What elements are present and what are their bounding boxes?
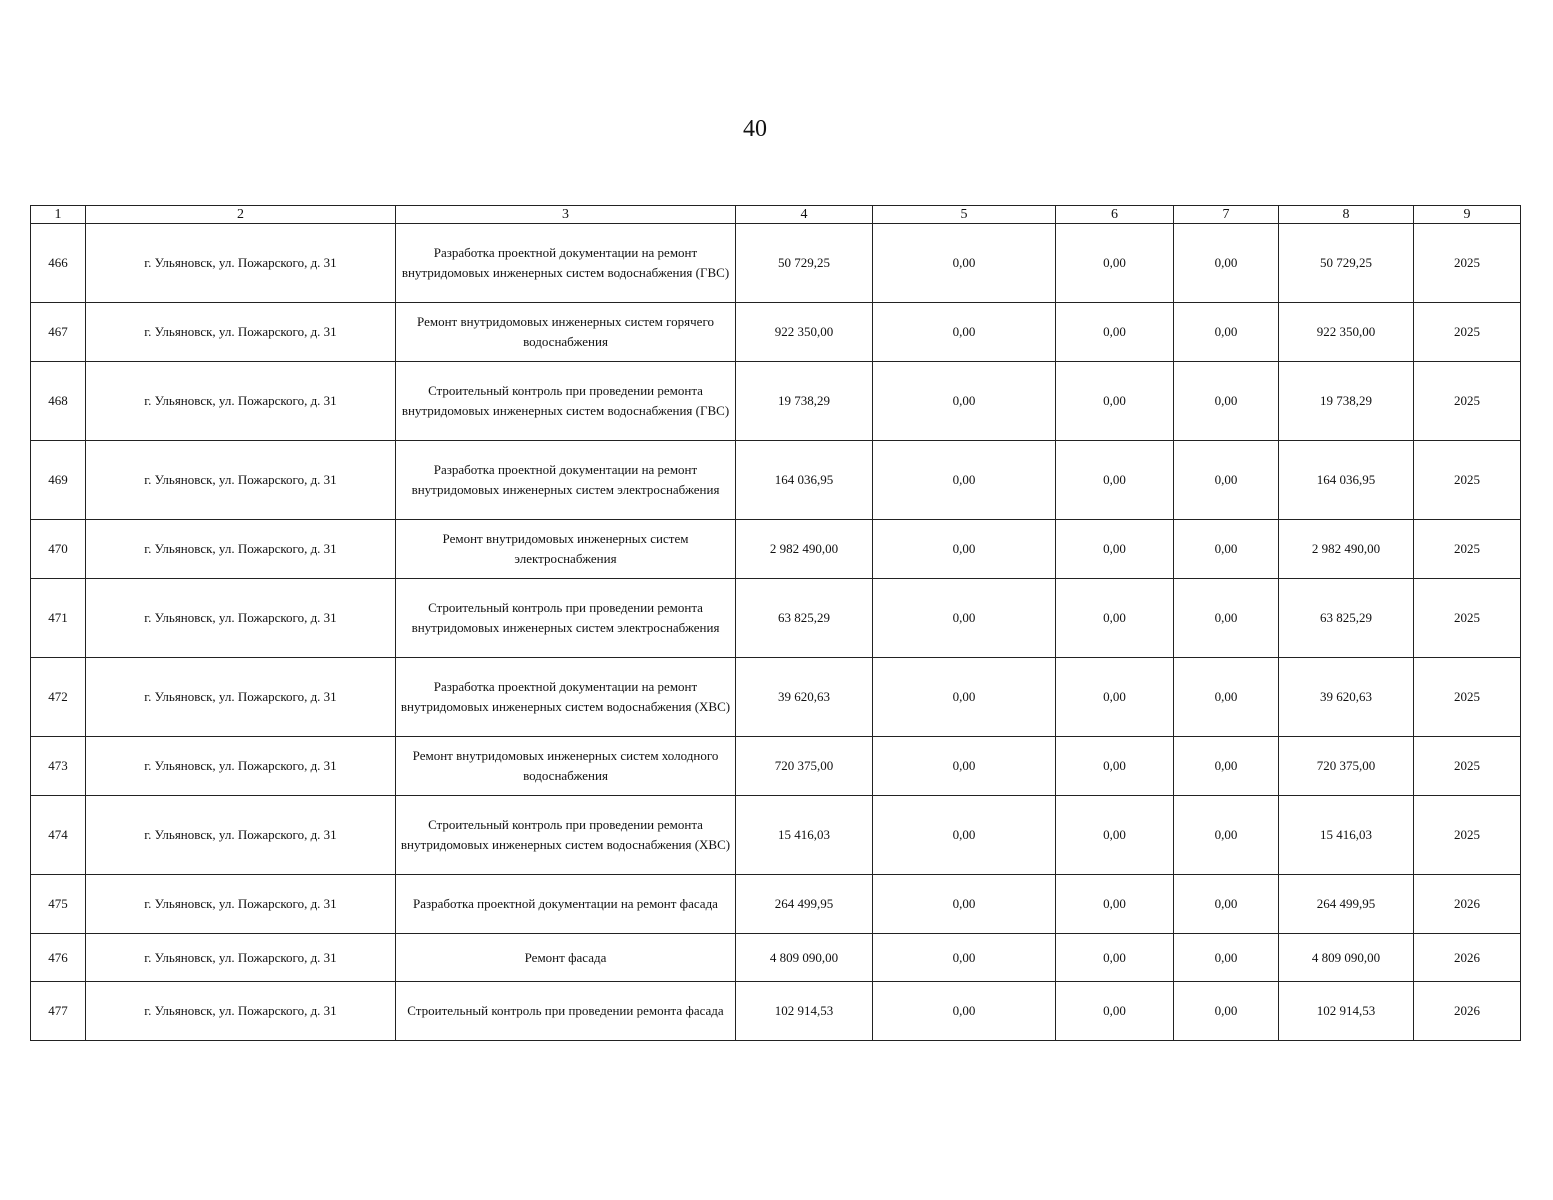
cost-cell: 0,00 (873, 658, 1056, 737)
cost-cell: 4 809 090,00 (1279, 934, 1414, 982)
cost-cell: 0,00 (873, 796, 1056, 875)
cost-cell: 0,00 (1174, 224, 1279, 303)
cost-cell: 164 036,95 (1279, 441, 1414, 520)
column-header: 1 (31, 206, 86, 224)
column-number-row (31, 206, 1521, 224)
row-number: 475 (31, 875, 86, 934)
cost-cell: 0,00 (873, 224, 1056, 303)
cost-cell: 922 350,00 (1279, 303, 1414, 362)
table-row (31, 520, 1521, 579)
cost-total-cell: 19 738,29 (736, 362, 873, 441)
year-cell: 2025 (1414, 579, 1521, 658)
cost-cell: 39 620,63 (1279, 658, 1414, 737)
table-row (31, 441, 1521, 520)
year-cell: 2026 (1414, 934, 1521, 982)
cost-cell: 0,00 (1174, 658, 1279, 737)
cost-cell: 0,00 (1174, 303, 1279, 362)
address-cell: г. Ульяновск, ул. Пожарского, д. 31 (86, 796, 396, 875)
cost-cell: 0,00 (873, 520, 1056, 579)
table-row (31, 224, 1521, 303)
work-type-cell: Строительный контроль при проведении ремонта внутридомовых инженерных систем электроснабжения (396, 579, 736, 658)
cost-cell: 2 982 490,00 (1279, 520, 1414, 579)
work-type-cell: Разработка проектной документации на ремонт внутридомовых инженерных систем водоснабжения (ХВС) (396, 658, 736, 737)
address-cell: г. Ульяновск, ул. Пожарского, д. 31 (86, 737, 396, 796)
cost-cell: 0,00 (1174, 737, 1279, 796)
work-type-cell: Ремонт фасада (396, 934, 736, 982)
cost-cell: 264 499,95 (1279, 875, 1414, 934)
address-cell: г. Ульяновск, ул. Пожарского, д. 31 (86, 441, 396, 520)
column-header: 8 (1279, 206, 1414, 224)
row-number: 466 (31, 224, 86, 303)
cost-cell: 0,00 (873, 934, 1056, 982)
work-type-cell: Ремонт внутридомовых инженерных систем электроснабжения (396, 520, 736, 579)
address-cell: г. Ульяновск, ул. Пожарского, д. 31 (86, 224, 396, 303)
table-row (31, 982, 1521, 1041)
cost-total-cell: 922 350,00 (736, 303, 873, 362)
table-row (31, 658, 1521, 737)
year-cell: 2025 (1414, 303, 1521, 362)
cost-cell: 0,00 (1174, 362, 1279, 441)
row-number: 473 (31, 737, 86, 796)
address-cell: г. Ульяновск, ул. Пожарского, д. 31 (86, 658, 396, 737)
year-cell: 2026 (1414, 982, 1521, 1041)
cost-cell: 0,00 (1056, 934, 1174, 982)
row-number: 470 (31, 520, 86, 579)
year-cell: 2025 (1414, 520, 1521, 579)
row-number: 471 (31, 579, 86, 658)
year-cell: 2025 (1414, 441, 1521, 520)
cost-cell: 720 375,00 (1279, 737, 1414, 796)
cost-total-cell: 264 499,95 (736, 875, 873, 934)
cost-cell: 0,00 (873, 441, 1056, 520)
cost-cell: 0,00 (873, 875, 1056, 934)
row-number: 468 (31, 362, 86, 441)
cost-cell: 0,00 (873, 579, 1056, 658)
column-header: 9 (1414, 206, 1521, 224)
year-cell: 2025 (1414, 737, 1521, 796)
row-number: 474 (31, 796, 86, 875)
row-number: 467 (31, 303, 86, 362)
table-row (31, 303, 1521, 362)
cost-cell: 0,00 (1174, 982, 1279, 1041)
cost-total-cell: 2 982 490,00 (736, 520, 873, 579)
cost-cell: 0,00 (1056, 982, 1174, 1041)
table-row (31, 737, 1521, 796)
cost-cell: 0,00 (1174, 934, 1279, 982)
address-cell: г. Ульяновск, ул. Пожарского, д. 31 (86, 934, 396, 982)
cost-cell: 0,00 (1174, 441, 1279, 520)
cost-total-cell: 50 729,25 (736, 224, 873, 303)
address-cell: г. Ульяновск, ул. Пожарского, д. 31 (86, 982, 396, 1041)
column-header: 4 (736, 206, 873, 224)
year-cell: 2025 (1414, 658, 1521, 737)
cost-cell: 0,00 (1056, 362, 1174, 441)
cost-cell: 0,00 (1056, 658, 1174, 737)
address-cell: г. Ульяновск, ул. Пожарского, д. 31 (86, 875, 396, 934)
column-header: 3 (396, 206, 736, 224)
work-type-cell: Разработка проектной документации на ремонт фасада (396, 875, 736, 934)
address-cell: г. Ульяновск, ул. Пожарского, д. 31 (86, 362, 396, 441)
cost-cell: 0,00 (1056, 520, 1174, 579)
cost-cell: 0,00 (873, 737, 1056, 796)
address-cell: г. Ульяновск, ул. Пожарского, д. 31 (86, 520, 396, 579)
table-row (31, 875, 1521, 934)
cost-cell: 0,00 (1174, 579, 1279, 658)
column-header: 7 (1174, 206, 1279, 224)
cost-cell: 0,00 (1174, 875, 1279, 934)
column-header: 2 (86, 206, 396, 224)
row-number: 469 (31, 441, 86, 520)
table-row (31, 579, 1521, 658)
cost-cell: 102 914,53 (1279, 982, 1414, 1041)
cost-cell: 0,00 (1174, 520, 1279, 579)
table-row (31, 796, 1521, 875)
year-cell: 2026 (1414, 875, 1521, 934)
cost-cell: 0,00 (873, 362, 1056, 441)
work-type-cell: Разработка проектной документации на ремонт внутридомовых инженерных систем водоснабжения (ГВС) (396, 224, 736, 303)
cost-cell: 0,00 (1056, 224, 1174, 303)
work-type-cell: Ремонт внутридомовых инженерных систем горячего водоснабжения (396, 303, 736, 362)
repair-schedule-table (30, 205, 1521, 1041)
cost-cell: 15 416,03 (1279, 796, 1414, 875)
cost-cell: 0,00 (1056, 579, 1174, 658)
table-row (31, 362, 1521, 441)
year-cell: 2025 (1414, 224, 1521, 303)
address-cell: г. Ульяновск, ул. Пожарского, д. 31 (86, 303, 396, 362)
table-row (31, 934, 1521, 982)
cost-total-cell: 102 914,53 (736, 982, 873, 1041)
cost-cell: 63 825,29 (1279, 579, 1414, 658)
cost-cell: 0,00 (1056, 737, 1174, 796)
cost-cell: 0,00 (1174, 796, 1279, 875)
work-type-cell: Разработка проектной документации на ремонт внутридомовых инженерных систем электроснабжения (396, 441, 736, 520)
cost-cell: 0,00 (873, 982, 1056, 1041)
row-number: 476 (31, 934, 86, 982)
cost-total-cell: 720 375,00 (736, 737, 873, 796)
year-cell: 2025 (1414, 362, 1521, 441)
cost-cell: 0,00 (1056, 796, 1174, 875)
cost-total-cell: 4 809 090,00 (736, 934, 873, 982)
work-type-cell: Строительный контроль при проведении ремонта внутридомовых инженерных систем водоснабжения (ХВС) (396, 796, 736, 875)
column-header: 6 (1056, 206, 1174, 224)
cost-cell: 0,00 (1056, 303, 1174, 362)
address-cell: г. Ульяновск, ул. Пожарского, д. 31 (86, 579, 396, 658)
cost-cell: 0,00 (1056, 441, 1174, 520)
cost-total-cell: 164 036,95 (736, 441, 873, 520)
work-type-cell: Строительный контроль при проведении ремонта фасада (396, 982, 736, 1041)
cost-cell: 0,00 (873, 303, 1056, 362)
row-number: 472 (31, 658, 86, 737)
column-header: 5 (873, 206, 1056, 224)
work-type-cell: Строительный контроль при проведении ремонта внутридомовых инженерных систем водоснабжения (ГВС) (396, 362, 736, 441)
work-type-cell: Ремонт внутридомовых инженерных систем холодного водоснабжения (396, 737, 736, 796)
cost-total-cell: 15 416,03 (736, 796, 873, 875)
cost-cell: 19 738,29 (1279, 362, 1414, 441)
cost-cell: 50 729,25 (1279, 224, 1414, 303)
page-number: 40 (743, 116, 767, 142)
cost-cell: 0,00 (1056, 875, 1174, 934)
cost-total-cell: 63 825,29 (736, 579, 873, 658)
row-number: 477 (31, 982, 86, 1041)
year-cell: 2025 (1414, 796, 1521, 875)
cost-total-cell: 39 620,63 (736, 658, 873, 737)
